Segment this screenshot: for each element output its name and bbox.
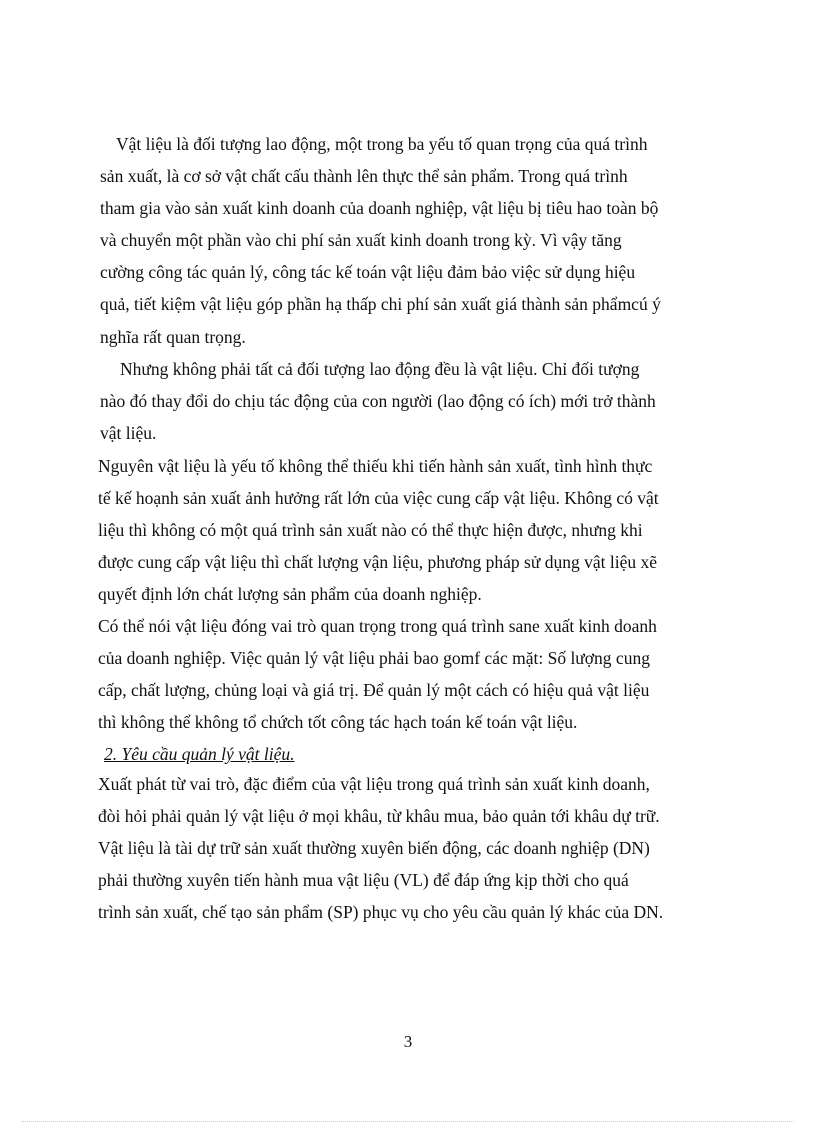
paragraph-line: được cung cấp vật liệu thì chất lượng vận liệu, phương pháp sử dụng vật liệu xẽ	[98, 552, 657, 573]
paragraph-line: nào đó thay đổi do chịu tác động của con người (lao động có ích) mới trở thành	[100, 391, 656, 412]
paragraph-line: liệu thì không có một quá trình sản xuất nào có thể thực hiện được, nhưng khi	[98, 520, 643, 541]
page-boundary-divider	[22, 1121, 794, 1122]
paragraph-line: trình sản xuất, chế tạo sản phẩm (SP) phục vụ cho yêu cầu quản lý khác của DN.	[98, 902, 664, 923]
paragraph-line: đòi hỏi phải quản lý vật liệu ở mọi khâu, từ khâu mua, bảo quản tới khâu dự trữ.	[98, 806, 660, 827]
paragraph-line: Vật liệu là đối tượng lao động, một trong ba yếu tố quan trọng của quá trình	[116, 134, 648, 154]
page-number: 3	[403, 1032, 413, 1051]
paragraph-line: Xuất phát từ vai trò, đặc điểm của vật liệu trong quá trình sản xuất kinh doanh,	[98, 774, 650, 794]
paragraph-line: quả, tiết kiệm vật liệu góp phần hạ thấp chi phí sản xuất giá thành sản phẩmcú ý	[100, 294, 661, 315]
paragraph-5	[98, 768, 719, 928]
paragraph-line: Có thể nói vật liệu đóng vai trò quan trọng trong quá trình sane xuất kinh doanh	[98, 616, 657, 636]
paragraph-line: tham gia vào sản xuất kinh doanh của doanh nghiệp, vật liệu bị tiêu hao toàn bộ	[100, 198, 659, 219]
paragraph-line: Nguyên vật liệu là yếu tố không thể thiếu khi tiến hành sản xuất, tình hình thực	[98, 456, 653, 476]
paragraph-4	[98, 610, 719, 738]
paragraph-1	[98, 128, 719, 353]
paragraph-line: và chuyển một phần vào chi phí sản xuất kinh doanh trong kỳ. Vì vậy tăng	[100, 230, 622, 251]
paragraph-line: của doanh nghiệp. Việc quản lý vật liệu phải bao gomf các mặt: Số lượng cung	[98, 648, 650, 669]
paragraph-line: sản xuất, là cơ sở vật chất cấu thành lên thực thể sản phẩm. Trong quá trình	[100, 166, 628, 187]
paragraph-line: Vật liệu là tài dự trữ sản xuất thường xuyên biến động, các doanh nghiệp (DN)	[98, 838, 650, 859]
paragraph-line: quyết định lớn chát lượng sản phẩm của doanh nghiệp.	[98, 584, 482, 605]
paragraph-line: cường công tác quản lý, công tác kế toán vật liệu đảm bảo việc sử dụng hiệu	[100, 262, 636, 283]
section-heading: 2. Yêu cầu quản lý vật liệu.	[104, 744, 295, 764]
paragraph-line: nghĩa rất quan trọng.	[100, 326, 246, 347]
paragraph-line: tế kế hoạnh sản xuất ảnh hưởng rất lớn của việc cung cấp vật liệu. Không có vật	[98, 488, 659, 509]
paragraph-line: thì không thể không tổ chứch tốt công tác hạch toán kế toán vật liệu.	[98, 712, 578, 733]
paragraph-line: phải thường xuyên tiến hành mua vật liệu (VL) để đáp ứng kịp thời cho quá	[98, 870, 629, 891]
paragraph-line: vật liệu.	[100, 423, 157, 444]
paragraph-2	[98, 353, 719, 449]
paragraph-line: cấp, chất lượng, chủng loại và giá trị. Để quản lý một cách có hiệu quả vật liệu	[98, 680, 650, 701]
paragraph-line: Nhưng không phải tất cả đối tượng lao động đều là vật liệu. Chỉ đối tượng	[120, 359, 640, 379]
paragraph-3	[98, 450, 719, 610]
